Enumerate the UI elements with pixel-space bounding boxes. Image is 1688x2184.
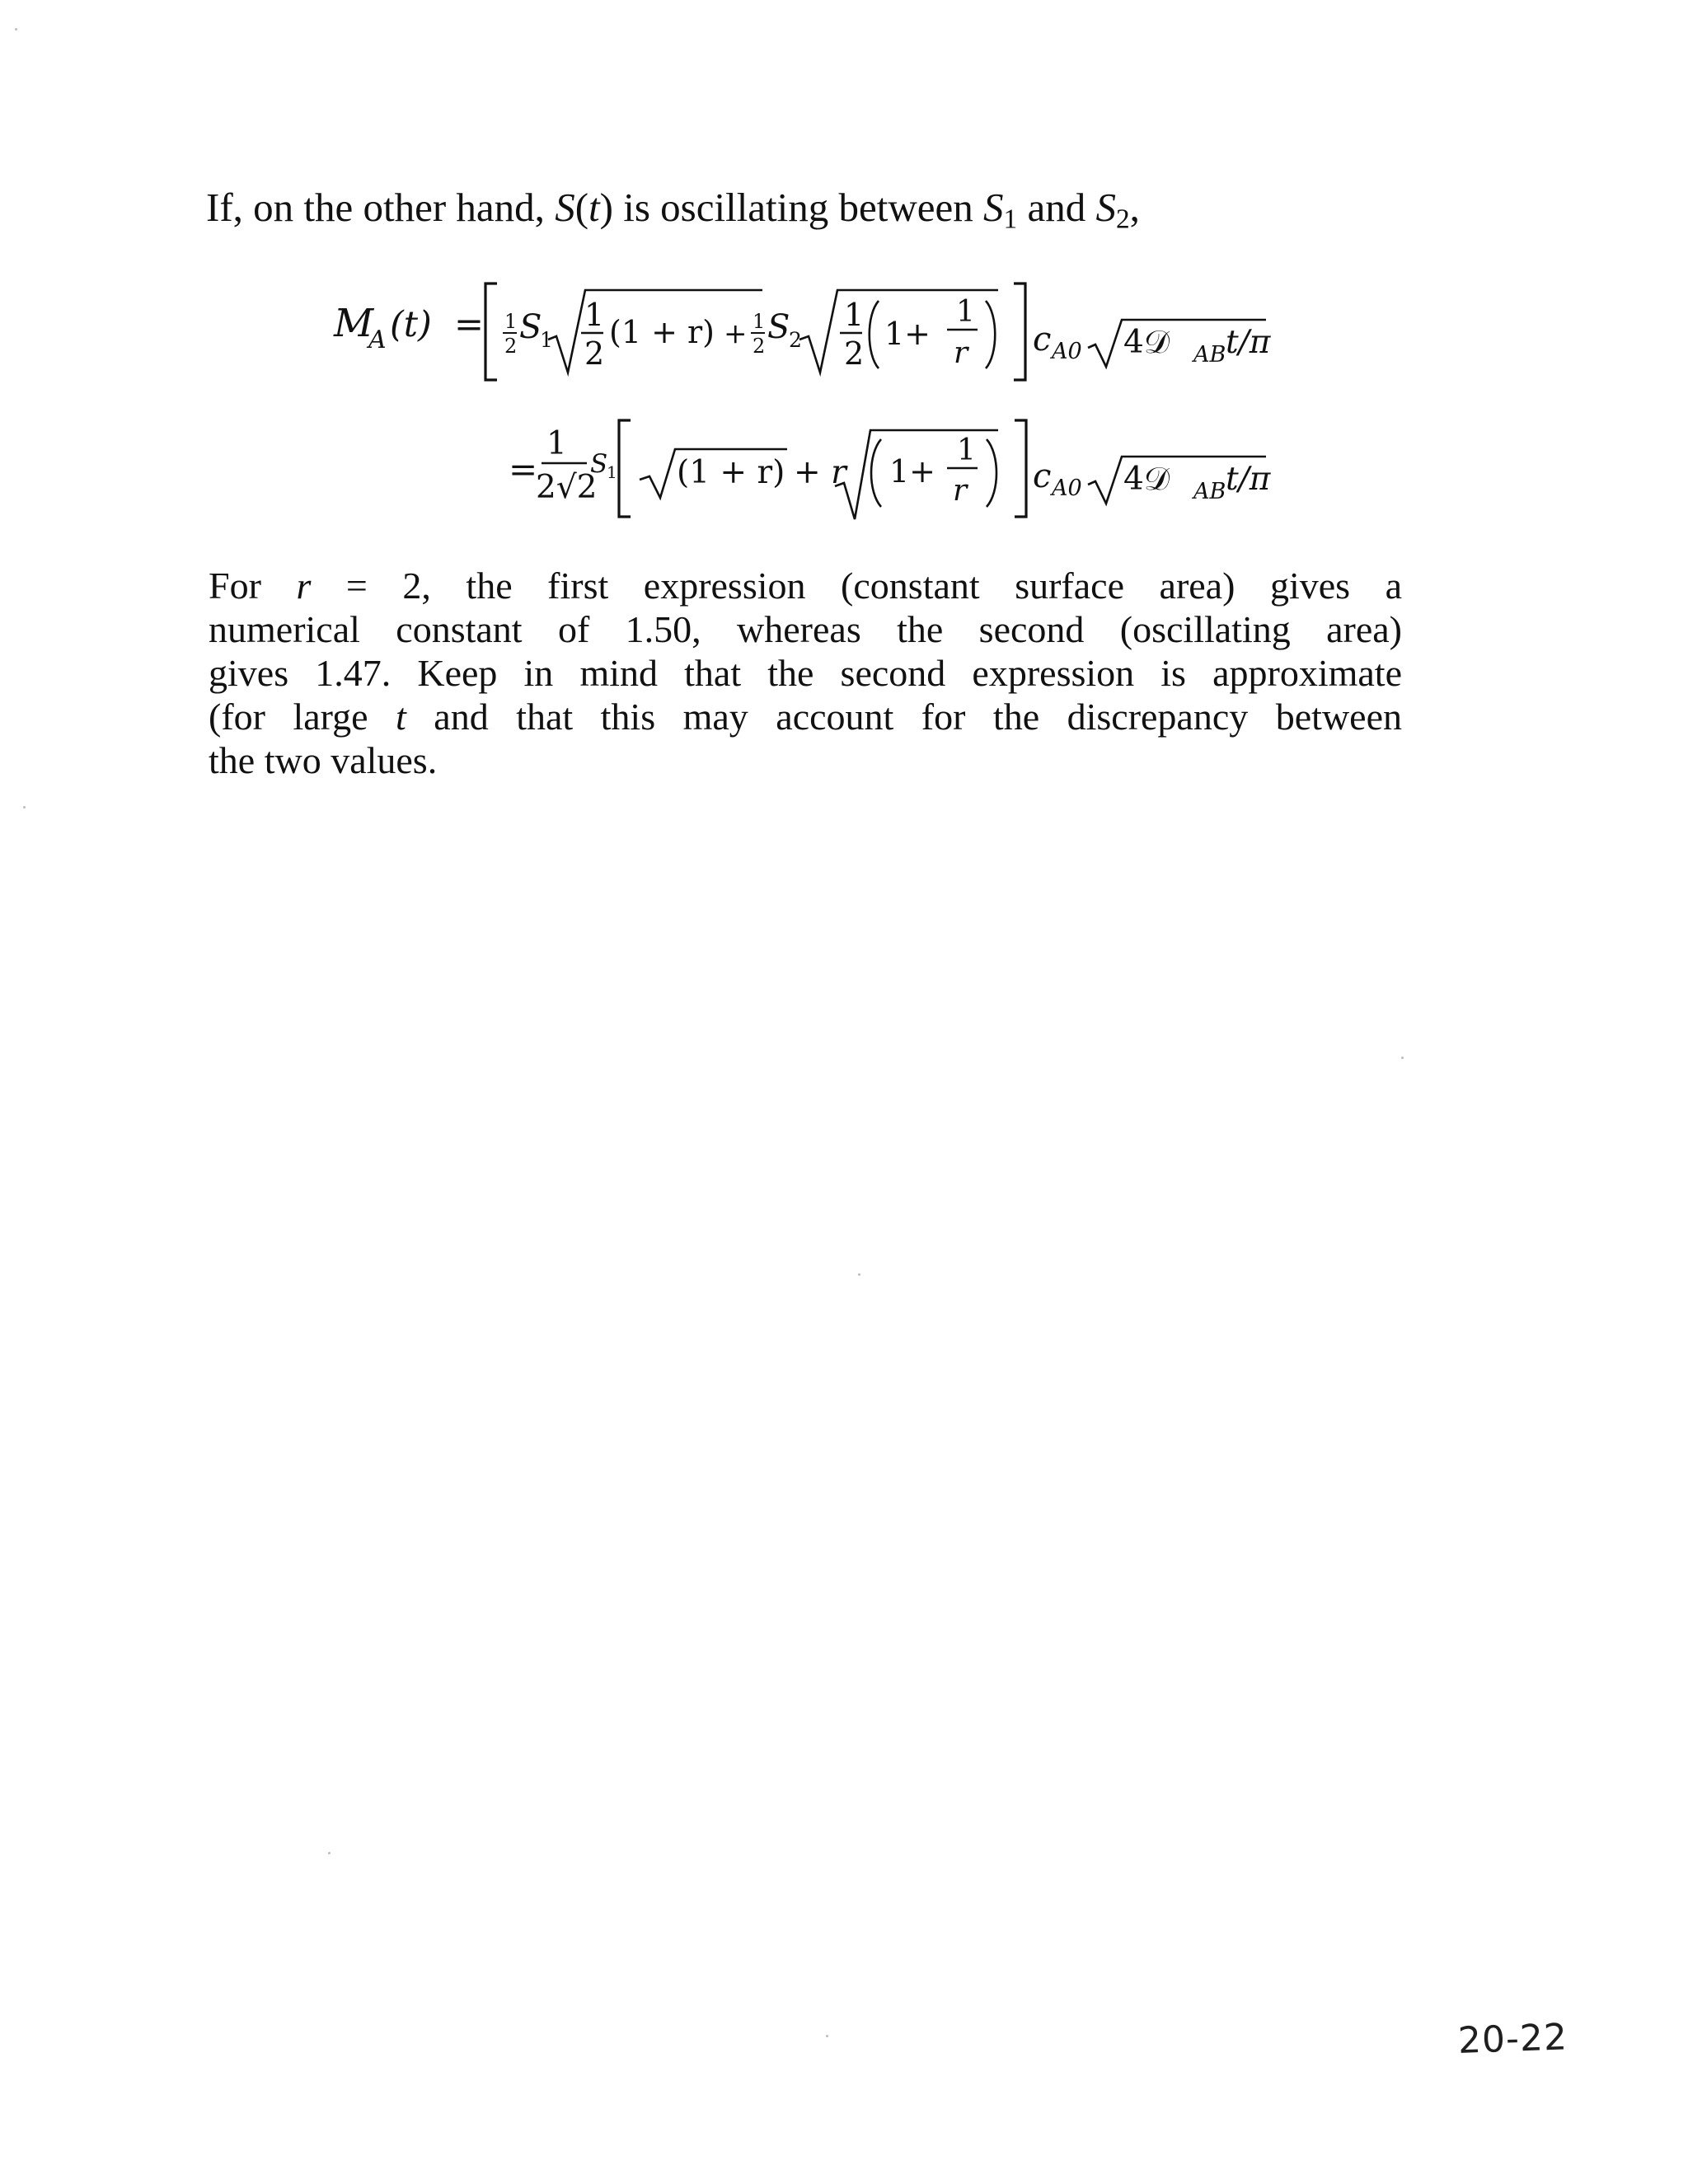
left-bracket: [485, 284, 497, 380]
s-symbol: S: [555, 185, 575, 230]
lhs-time-argument: (t): [390, 304, 432, 345]
s1-term-symbol: S: [519, 308, 542, 346]
fraction-denominator-eq2: r: [953, 474, 968, 508]
left-parenthesis-eq2: [871, 439, 881, 507]
right-parenthesis-1: [986, 301, 995, 368]
diffusion-factor: 4𝒟: [1123, 324, 1170, 361]
diffusion-factor-eq2: 4𝒟: [1123, 461, 1170, 498]
coefficient-denominator: 2√2: [536, 469, 598, 506]
intro-sentence: If, on the other hand, S(t) is oscillating between $S_1$ and $S_2$,: [206, 185, 1140, 235]
s1-symbol-eq2: S: [590, 449, 608, 479]
paragraph-line-1-start: For: [209, 565, 297, 607]
intro-comma: ,: [1129, 185, 1140, 230]
s1-subscript-eq2: 1: [607, 462, 617, 482]
fraction-numerator-eq2: 1: [957, 434, 976, 467]
paragraph-line-4-end: and that this may account for the discrepancy between: [406, 696, 1402, 738]
paragraph-line-5: the two values.: [209, 739, 438, 781]
s2-symbol: S: [1095, 185, 1116, 230]
frac-denominator-2: 2: [844, 335, 865, 372]
diffusion-subscript: AB: [1193, 342, 1226, 368]
left-parenthesis-1: [870, 301, 879, 368]
time-over-pi-eq2: t/π: [1226, 461, 1271, 498]
plus-r-eq2: + r: [794, 454, 846, 491]
s1-symbol: S: [983, 185, 1004, 230]
lhs-m-symbol: M: [334, 301, 374, 346]
left-bracket-eq2: [619, 420, 631, 517]
paragraph-line-1: [209, 564, 1402, 607]
intro-text-middle: is oscillating between: [612, 185, 984, 230]
scan-speck: [15, 28, 17, 30]
right-bracket: [1014, 284, 1025, 380]
s2-term-symbol: S: [767, 308, 790, 346]
r-symbol: r: [296, 565, 312, 607]
scan-speck: [328, 1852, 331, 1854]
half-denominator-1: 2: [504, 335, 518, 358]
half-denominator-2: 2: [753, 335, 766, 358]
s1-subscript: 1: [1003, 204, 1018, 235]
diffusion-subscript-eq2: AB: [1193, 479, 1226, 504]
scan-speck: [23, 806, 26, 808]
time-over-pi: t/π: [1226, 324, 1271, 361]
handwritten-page-number: 20-22: [1457, 2016, 1568, 2062]
t-symbol: t: [588, 185, 600, 230]
equals-sign-2: =: [509, 449, 538, 490]
coefficient-numerator: 1: [546, 425, 567, 462]
frac-denominator-3: r: [954, 336, 968, 370]
frac-denominator-1: 2: [584, 335, 605, 372]
concentration-subscript: A0: [1052, 339, 1082, 364]
one-plus-text-1: 1+: [884, 316, 931, 352]
oscillating-equation-1: [334, 275, 1273, 387]
scan-speck: [826, 2035, 828, 2037]
paragraph-line-4: [209, 695, 1402, 738]
scan-speck: [1401, 1057, 1404, 1059]
one-plus-text-eq2: 1+: [889, 453, 936, 490]
oscillating-equation-2: [334, 412, 1273, 523]
half-numerator-1: 1: [504, 310, 518, 333]
lhs-subscript: A: [368, 326, 387, 354]
paragraph-line-1-end: = 2, the first expression (constant surface area) gives a: [311, 565, 1403, 607]
sqrt-group-eq2: (1 + r): [677, 454, 785, 491]
middle-plus-sign: +: [724, 317, 748, 350]
intro-text-start: If, on the other hand,: [206, 185, 556, 230]
equals-sign: =: [454, 304, 485, 345]
concentration-symbol: c: [1033, 321, 1052, 359]
frac-numerator-2: 1: [844, 297, 865, 333]
explanation-paragraph: [209, 564, 1402, 782]
s2-term-subscript: 2: [789, 328, 802, 352]
concentration-subscript-eq2: A0: [1052, 476, 1082, 501]
equation-2-svg: [334, 412, 1273, 523]
equation-1-svg: [334, 275, 1273, 387]
paragraph-line-2: numerical constant of 1.50, whereas the second (oscillating area): [209, 608, 1402, 650]
paragraph-line-4-start: (for large: [209, 696, 396, 738]
s1-term-subscript: 1: [540, 328, 553, 352]
t-symbol-paragraph: t: [396, 696, 406, 738]
half-numerator-2: 1: [753, 310, 766, 333]
right-parenthesis-eq2: [987, 439, 996, 507]
one-plus-r-group: (1 + r): [609, 314, 715, 350]
frac-numerator-3: 1: [956, 295, 975, 329]
frac-numerator-1: 1: [584, 297, 605, 333]
intro-and-text: and: [1017, 185, 1096, 230]
s2-subscript: 2: [1115, 204, 1130, 235]
right-bracket-eq2: [1015, 420, 1026, 517]
concentration-symbol-eq2: c: [1033, 457, 1052, 495]
paragraph-line-3: gives 1.47. Keep in mind that the second expression is approximate: [209, 652, 1402, 694]
scan-speck: [858, 1273, 860, 1276]
